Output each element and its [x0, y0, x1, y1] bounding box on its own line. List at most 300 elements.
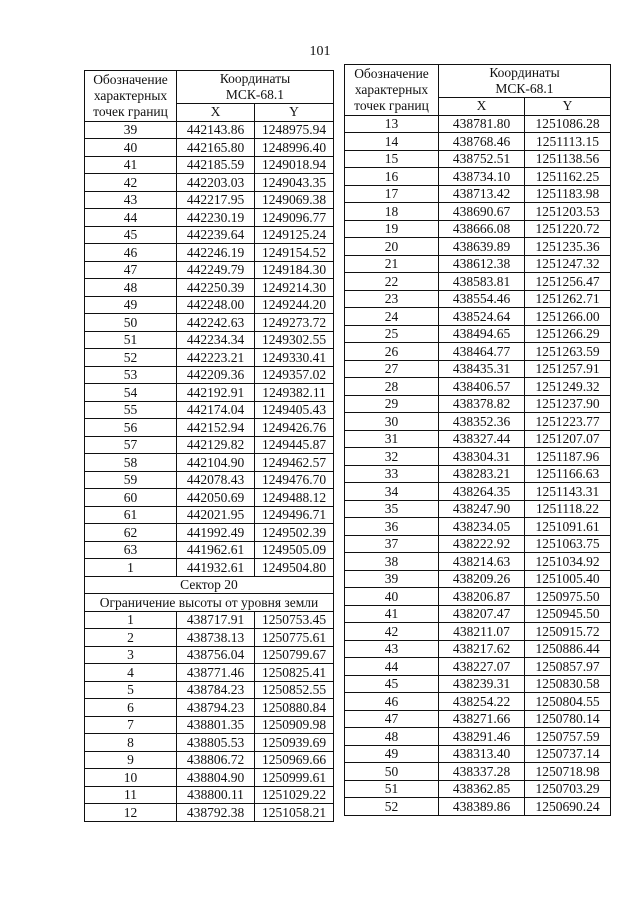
- table-row: [85, 734, 334, 752]
- point-number: 27: [345, 360, 439, 378]
- header-coordinate-system: МСК-68.1: [225, 87, 285, 102]
- point-number: 16: [345, 168, 439, 186]
- table-row: [345, 570, 611, 588]
- coordinate-x: 442152.94: [177, 419, 255, 437]
- point-number: 35: [345, 500, 439, 518]
- table-row: [85, 716, 334, 734]
- point-number: 42: [85, 174, 177, 192]
- point-number: 49: [85, 296, 177, 314]
- point-number: 50: [85, 314, 177, 332]
- point-number: 59: [85, 471, 177, 489]
- coordinate-y: 1251266.29: [525, 325, 611, 343]
- header-coordinates: [439, 65, 611, 98]
- table-row: [85, 156, 334, 174]
- point-number: 1: [85, 611, 177, 629]
- coordinate-x: 442129.82: [177, 436, 255, 454]
- coordinate-y: 1251223.77: [525, 413, 611, 431]
- coordinate-y: 1249476.70: [255, 471, 334, 489]
- coordinate-y: 1250780.14: [525, 710, 611, 728]
- header-coordinates-title: Координаты: [489, 65, 560, 80]
- coordinate-y: 1249302.55: [255, 331, 334, 349]
- point-number: 17: [345, 185, 439, 203]
- coordinate-x: 438217.62: [439, 640, 525, 658]
- table-row: [345, 780, 611, 798]
- point-number: 53: [85, 366, 177, 384]
- coordinate-x: 442230.19: [177, 209, 255, 227]
- table-row: [345, 763, 611, 781]
- table-row: [85, 279, 334, 297]
- point-number: 51: [345, 780, 439, 798]
- point-number: 37: [345, 535, 439, 553]
- point-number: 26: [345, 343, 439, 361]
- table-row: [85, 489, 334, 507]
- point-number: 33: [345, 465, 439, 483]
- table-row: [345, 150, 611, 168]
- coordinate-x: 438768.46: [439, 133, 525, 151]
- coordinate-x: 438639.89: [439, 238, 525, 256]
- point-number: 30: [345, 413, 439, 431]
- coordinate-y: 1251220.72: [525, 220, 611, 238]
- point-number: 48: [85, 279, 177, 297]
- table-row: [345, 308, 611, 326]
- coordinate-y: 1250799.67: [255, 646, 334, 664]
- left-rows-part-a: [85, 121, 334, 576]
- coordinate-y: 1250830.58: [525, 675, 611, 693]
- point-number: 39: [85, 121, 177, 139]
- point-number: 1: [85, 559, 177, 577]
- point-number: 13: [345, 115, 439, 133]
- table-row: [345, 728, 611, 746]
- table-row: [345, 255, 611, 273]
- coordinate-x: 442192.91: [177, 384, 255, 402]
- coordinate-y: 1249214.30: [255, 279, 334, 297]
- coordinate-x: 442248.00: [177, 296, 255, 314]
- table-row: [85, 174, 334, 192]
- coordinate-x: 438781.80: [439, 115, 525, 133]
- point-number: 18: [345, 203, 439, 221]
- header-point-designation: Обозначение характерных точек границ: [85, 71, 177, 122]
- coordinate-y: 1251118.22: [525, 500, 611, 518]
- point-number: 5: [85, 681, 177, 699]
- point-number: 29: [345, 395, 439, 413]
- coordinate-y: 1250852.55: [255, 681, 334, 699]
- coordinate-x: 438227.07: [439, 658, 525, 676]
- point-number: 43: [85, 191, 177, 209]
- point-number: 58: [85, 454, 177, 472]
- coordinate-y: 1250737.14: [525, 745, 611, 763]
- coordinate-y: 1249096.77: [255, 209, 334, 227]
- coordinate-y: 1251247.32: [525, 255, 611, 273]
- coordinate-y: 1249405.43: [255, 401, 334, 419]
- point-number: 54: [85, 384, 177, 402]
- table-row: [345, 798, 611, 816]
- table-row: [345, 220, 611, 238]
- table-row: [345, 693, 611, 711]
- coordinate-x: 438214.63: [439, 553, 525, 571]
- coordinate-x: 438207.47: [439, 605, 525, 623]
- table-row: [345, 745, 611, 763]
- point-number: 2: [85, 629, 177, 647]
- point-number: 45: [345, 675, 439, 693]
- coordinate-x: 438291.46: [439, 728, 525, 746]
- coordinate-x: 438271.66: [439, 710, 525, 728]
- table-row: [85, 401, 334, 419]
- coordinate-y: 1251143.31: [525, 483, 611, 501]
- coordinate-y: 1249504.80: [255, 559, 334, 577]
- table-row: [345, 378, 611, 396]
- coordinate-x: 442209.36: [177, 366, 255, 384]
- table-row: [345, 273, 611, 291]
- point-number: 39: [345, 570, 439, 588]
- coordinate-y: 1250939.69: [255, 734, 334, 752]
- coordinate-x: 438666.08: [439, 220, 525, 238]
- coordinate-y: 1250915.72: [525, 623, 611, 641]
- table-row: [85, 244, 334, 262]
- coordinate-y: 1249462.57: [255, 454, 334, 472]
- header-x: X: [177, 104, 255, 122]
- coordinate-x: 438352.36: [439, 413, 525, 431]
- table-row: [345, 588, 611, 606]
- coordinate-y: 1251086.28: [525, 115, 611, 133]
- sector-title: Сектор 20: [85, 576, 334, 594]
- header-y: Y: [525, 98, 611, 116]
- coordinate-x: 438805.53: [177, 734, 255, 752]
- table-row: [85, 664, 334, 682]
- point-number: 9: [85, 751, 177, 769]
- table-row: [85, 559, 334, 577]
- coordinate-x: 438209.26: [439, 570, 525, 588]
- coordinate-x: 438524.64: [439, 308, 525, 326]
- coordinate-x: 438378.82: [439, 395, 525, 413]
- table-row: [85, 524, 334, 542]
- point-number: 44: [345, 658, 439, 676]
- point-number: 19: [345, 220, 439, 238]
- point-number: 40: [85, 139, 177, 157]
- point-number: 63: [85, 541, 177, 559]
- table-row: [85, 436, 334, 454]
- table-row: [85, 139, 334, 157]
- table-row: [85, 751, 334, 769]
- point-number: 11: [85, 786, 177, 804]
- table-row: [85, 226, 334, 244]
- coordinate-y: 1249018.94: [255, 156, 334, 174]
- coordinate-y: 1250886.44: [525, 640, 611, 658]
- table-row: [345, 115, 611, 133]
- coordinate-y: 1249330.41: [255, 349, 334, 367]
- point-number: 25: [345, 325, 439, 343]
- table-row: [85, 541, 334, 559]
- table-row: [345, 290, 611, 308]
- coordinate-y: 1249273.72: [255, 314, 334, 332]
- table-row: [345, 325, 611, 343]
- point-number: 50: [345, 763, 439, 781]
- table-row: [85, 191, 334, 209]
- coordinate-x: 438327.44: [439, 430, 525, 448]
- coordinate-y: 1251058.21: [255, 804, 334, 822]
- coordinates-table-right: [344, 64, 611, 816]
- coordinate-y: 1251091.61: [525, 518, 611, 536]
- coordinate-x: 442104.90: [177, 454, 255, 472]
- table-row: [345, 623, 611, 641]
- coordinate-x: 438283.21: [439, 465, 525, 483]
- coordinate-y: 1251183.98: [525, 185, 611, 203]
- coordinate-x: 442050.69: [177, 489, 255, 507]
- coordinate-y: 1249488.12: [255, 489, 334, 507]
- coordinate-y: 1249043.35: [255, 174, 334, 192]
- coordinate-y: 1250703.29: [525, 780, 611, 798]
- sector-heading: [85, 576, 334, 611]
- table-row: [85, 786, 334, 804]
- point-number: 52: [85, 349, 177, 367]
- coordinate-y: 1250909.98: [255, 716, 334, 734]
- table-row: [85, 769, 334, 787]
- point-number: 4: [85, 664, 177, 682]
- coordinate-x: 438583.81: [439, 273, 525, 291]
- point-number: 28: [345, 378, 439, 396]
- table-row: [85, 314, 334, 332]
- coordinate-x: 442165.80: [177, 139, 255, 157]
- coordinate-y: 1250857.97: [525, 658, 611, 676]
- point-number: 20: [345, 238, 439, 256]
- coordinate-x: 438435.31: [439, 360, 525, 378]
- coordinate-y: 1250880.84: [255, 699, 334, 717]
- coordinate-y: 1251235.36: [525, 238, 611, 256]
- table-row: [85, 261, 334, 279]
- point-number: 7: [85, 716, 177, 734]
- coordinate-x: 438794.23: [177, 699, 255, 717]
- point-number: 31: [345, 430, 439, 448]
- point-number: 38: [345, 553, 439, 571]
- coordinate-y: 1251187.96: [525, 448, 611, 466]
- point-number: 34: [345, 483, 439, 501]
- table-row: [85, 366, 334, 384]
- table-row: [345, 553, 611, 571]
- coordinate-y: 1250999.61: [255, 769, 334, 787]
- point-number: 8: [85, 734, 177, 752]
- coordinate-x: 438771.46: [177, 664, 255, 682]
- point-number: 24: [345, 308, 439, 326]
- header-y: Y: [255, 104, 334, 122]
- coordinate-x: 442078.43: [177, 471, 255, 489]
- coordinate-y: 1249125.24: [255, 226, 334, 244]
- coordinate-x: 442174.04: [177, 401, 255, 419]
- table-row: [345, 518, 611, 536]
- coordinate-x: 438211.07: [439, 623, 525, 641]
- coordinate-x: 438389.86: [439, 798, 525, 816]
- coordinate-y: 1250945.50: [525, 605, 611, 623]
- point-number: 41: [345, 605, 439, 623]
- point-number: 49: [345, 745, 439, 763]
- point-number: 60: [85, 489, 177, 507]
- table-row: [85, 331, 334, 349]
- coordinate-y: 1249069.38: [255, 191, 334, 209]
- coordinate-y: 1251249.32: [525, 378, 611, 396]
- coordinate-x: 438313.40: [439, 745, 525, 763]
- coordinate-y: 1249357.02: [255, 366, 334, 384]
- point-number: 10: [85, 769, 177, 787]
- coordinate-x: 438206.87: [439, 588, 525, 606]
- point-number: 61: [85, 506, 177, 524]
- table-row: [345, 185, 611, 203]
- coordinate-y: 1250969.66: [255, 751, 334, 769]
- coordinate-x: 438406.57: [439, 378, 525, 396]
- coordinate-y: 1250975.50: [525, 588, 611, 606]
- coordinate-x: 442185.59: [177, 156, 255, 174]
- coordinate-x: 438734.10: [439, 168, 525, 186]
- coordinate-x: 438234.05: [439, 518, 525, 536]
- table-row: [345, 413, 611, 431]
- table-row: [345, 675, 611, 693]
- point-number: 14: [345, 133, 439, 151]
- coordinate-y: 1250775.61: [255, 629, 334, 647]
- table-row: [345, 465, 611, 483]
- page-number: 101: [309, 44, 331, 59]
- table-row: [85, 384, 334, 402]
- coordinate-y: 1251263.59: [525, 343, 611, 361]
- coordinate-x: 438806.72: [177, 751, 255, 769]
- coordinate-x: 438713.42: [439, 185, 525, 203]
- coordinate-x: 441932.61: [177, 559, 255, 577]
- coordinate-y: 1248975.94: [255, 121, 334, 139]
- coordinate-x: 438792.38: [177, 804, 255, 822]
- table-row: [345, 535, 611, 553]
- coordinate-y: 1249184.30: [255, 261, 334, 279]
- coordinate-x: 438247.90: [439, 500, 525, 518]
- coordinate-x: 438494.65: [439, 325, 525, 343]
- coordinate-y: 1249382.11: [255, 384, 334, 402]
- coordinate-y: 1251266.00: [525, 308, 611, 326]
- coordinate-y: 1251166.63: [525, 465, 611, 483]
- coordinate-x: 438337.28: [439, 763, 525, 781]
- table-row: [85, 804, 334, 822]
- coordinate-x: 438717.91: [177, 611, 255, 629]
- coordinate-y: 1249154.52: [255, 244, 334, 262]
- table-row: [345, 360, 611, 378]
- coordinate-x: 438222.92: [439, 535, 525, 553]
- coordinate-x: 438304.31: [439, 448, 525, 466]
- point-number: 55: [85, 401, 177, 419]
- coordinate-y: 1249496.71: [255, 506, 334, 524]
- point-number: 46: [85, 244, 177, 262]
- coordinate-y: 1249502.39: [255, 524, 334, 542]
- header-coordinates: [177, 71, 334, 104]
- table-row: [85, 471, 334, 489]
- table-row: [85, 209, 334, 227]
- coordinate-x: 442242.63: [177, 314, 255, 332]
- coordinate-x: 442223.21: [177, 349, 255, 367]
- table-row: [345, 500, 611, 518]
- table-row: [345, 448, 611, 466]
- sector-subtitle: Ограничение высоты от уровня земли: [85, 594, 334, 612]
- point-number: 48: [345, 728, 439, 746]
- table-row: [345, 203, 611, 221]
- point-number: 42: [345, 623, 439, 641]
- table-row: [345, 658, 611, 676]
- coordinate-y: 1250753.45: [255, 611, 334, 629]
- point-number: 40: [345, 588, 439, 606]
- point-number: 32: [345, 448, 439, 466]
- table-row: [345, 483, 611, 501]
- point-number: 15: [345, 150, 439, 168]
- table-row: [345, 343, 611, 361]
- coordinate-x: 438554.46: [439, 290, 525, 308]
- table-row: [85, 611, 334, 629]
- coordinate-y: 1251034.92: [525, 553, 611, 571]
- table-row: [85, 121, 334, 139]
- coordinate-x: 438784.23: [177, 681, 255, 699]
- coordinate-y: 1251113.15: [525, 133, 611, 151]
- point-number: 36: [345, 518, 439, 536]
- left-rows-part-b: [85, 611, 334, 821]
- coordinate-y: 1248996.40: [255, 139, 334, 157]
- point-number: 46: [345, 693, 439, 711]
- coordinate-x: 442239.64: [177, 226, 255, 244]
- coordinate-x: 442234.34: [177, 331, 255, 349]
- coordinate-y: 1251063.75: [525, 535, 611, 553]
- header-x: X: [439, 98, 525, 116]
- coordinate-x: 442143.86: [177, 121, 255, 139]
- coordinate-x: 438264.35: [439, 483, 525, 501]
- coordinate-y: 1251207.07: [525, 430, 611, 448]
- coordinate-y: 1251162.25: [525, 168, 611, 186]
- coordinate-x: 438800.11: [177, 786, 255, 804]
- coordinate-x: 438738.13: [177, 629, 255, 647]
- coordinate-y: 1250804.55: [525, 693, 611, 711]
- point-number: 21: [345, 255, 439, 273]
- point-number: 41: [85, 156, 177, 174]
- coordinate-y: 1251005.40: [525, 570, 611, 588]
- coordinate-y: 1251203.53: [525, 203, 611, 221]
- coordinate-x: 442021.95: [177, 506, 255, 524]
- point-number: 23: [345, 290, 439, 308]
- coordinate-y: 1251262.71: [525, 290, 611, 308]
- table-row: [85, 629, 334, 647]
- coordinate-y: 1249426.76: [255, 419, 334, 437]
- coordinate-y: 1251029.22: [255, 786, 334, 804]
- coordinate-x: 438612.38: [439, 255, 525, 273]
- point-number: 56: [85, 419, 177, 437]
- table-row: [85, 454, 334, 472]
- table-row: [345, 133, 611, 151]
- coordinate-x: 441992.49: [177, 524, 255, 542]
- point-number: 44: [85, 209, 177, 227]
- coordinate-y: 1250757.59: [525, 728, 611, 746]
- point-number: 52: [345, 798, 439, 816]
- table-row: [85, 296, 334, 314]
- table-row: [85, 349, 334, 367]
- coordinate-x: 438752.51: [439, 150, 525, 168]
- coordinate-x: 442217.95: [177, 191, 255, 209]
- coordinate-y: 1249244.20: [255, 296, 334, 314]
- coordinate-y: 1251237.90: [525, 395, 611, 413]
- point-number: 6: [85, 699, 177, 717]
- point-number: 43: [345, 640, 439, 658]
- header-coordinates-title: Координаты: [219, 71, 291, 86]
- coordinate-x: 438801.35: [177, 716, 255, 734]
- point-number: 47: [345, 710, 439, 728]
- table-row: [85, 681, 334, 699]
- table-row: [85, 699, 334, 717]
- table-row: [345, 395, 611, 413]
- coordinate-y: 1251138.56: [525, 150, 611, 168]
- point-number: 12: [85, 804, 177, 822]
- table-row: [345, 430, 611, 448]
- coordinate-x: 438756.04: [177, 646, 255, 664]
- coordinate-x: 438362.85: [439, 780, 525, 798]
- coordinate-y: 1251257.91: [525, 360, 611, 378]
- point-number: 45: [85, 226, 177, 244]
- table-row: [345, 710, 611, 728]
